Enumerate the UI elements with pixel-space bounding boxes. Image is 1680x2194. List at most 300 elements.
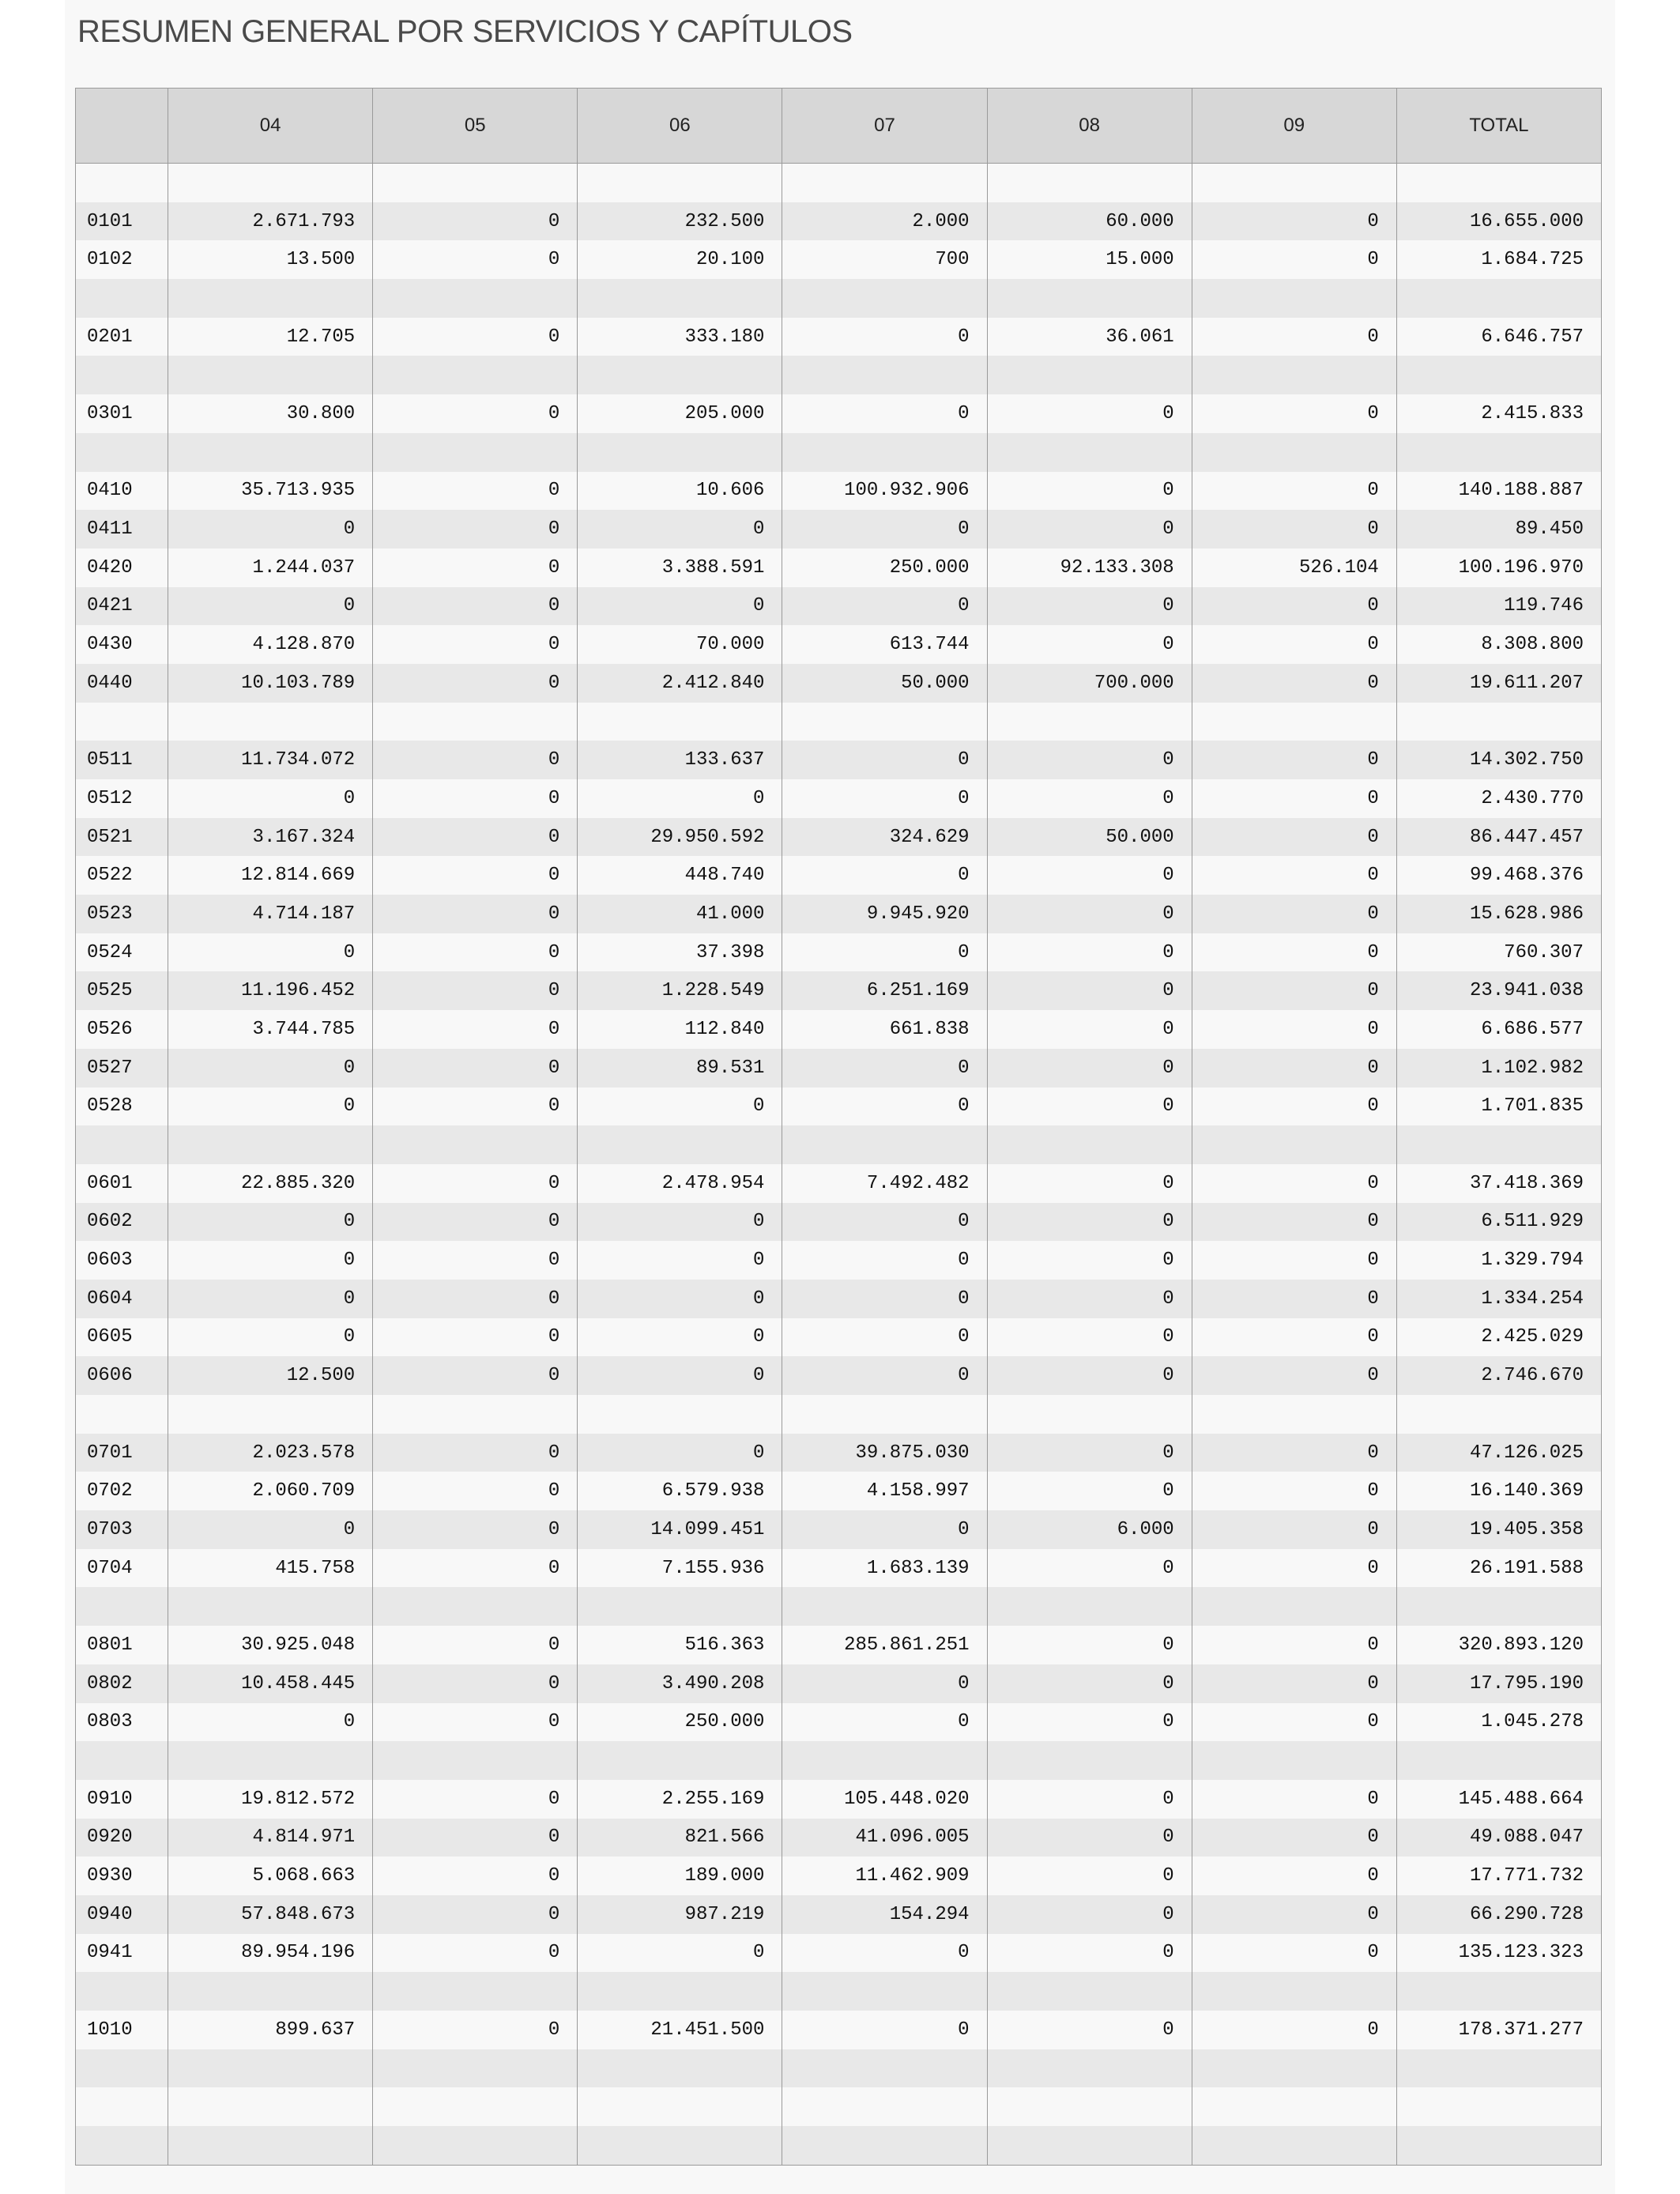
value-cell: 0 (782, 1241, 987, 1280)
row-code-cell (76, 1125, 168, 1164)
value-cell: 0 (1192, 1857, 1396, 1895)
value-cell: 0 (782, 1934, 987, 1973)
value-cell: 0 (168, 1280, 373, 1318)
value-cell: 0 (373, 1280, 578, 1318)
value-cell: 9.945.920 (782, 895, 987, 933)
total-cell: 23.941.038 (1396, 971, 1601, 1010)
table-row (76, 895, 1602, 933)
value-cell: 0 (782, 1703, 987, 1742)
total-cell (1396, 703, 1601, 741)
value-cell (373, 164, 578, 202)
total-cell: 1.334.254 (1396, 1280, 1601, 1318)
value-cell: 0 (373, 240, 578, 279)
value-cell: 0 (373, 1626, 578, 1664)
value-cell: 0 (373, 587, 578, 626)
value-cell: 0 (168, 1318, 373, 1357)
table-row (76, 2126, 1602, 2165)
value-cell: 0 (987, 1280, 1192, 1318)
value-cell: 154.294 (782, 1895, 987, 1934)
value-cell: 0 (987, 1703, 1192, 1742)
value-cell: 36.061 (987, 318, 1192, 356)
value-cell: 0 (782, 779, 987, 818)
table-row (76, 1780, 1602, 1819)
value-cell: 21.451.500 (578, 2011, 782, 2049)
value-cell: 0 (987, 1549, 1192, 1588)
header-col-04: 04 (168, 89, 373, 164)
total-cell: 8.308.800 (1396, 625, 1601, 664)
total-cell: 1.329.794 (1396, 1241, 1601, 1280)
value-cell: 324.629 (782, 818, 987, 857)
value-cell: 0 (578, 779, 782, 818)
value-cell (987, 164, 1192, 202)
total-cell (1396, 2087, 1601, 2126)
value-cell: 0 (1192, 856, 1396, 895)
value-cell: 0 (578, 1434, 782, 1472)
value-cell: 1.244.037 (168, 548, 373, 587)
total-cell: 760.307 (1396, 933, 1601, 972)
value-cell: 0 (1192, 1472, 1396, 1510)
value-cell (373, 356, 578, 394)
total-cell (1396, 2126, 1601, 2165)
table-row (76, 1819, 1602, 1857)
table-row (76, 1049, 1602, 1088)
row-code-cell (76, 2126, 168, 2165)
value-cell: 189.000 (578, 1857, 782, 1895)
row-code-cell: 0522 (76, 856, 168, 895)
total-cell: 6.646.757 (1396, 318, 1601, 356)
row-code-cell (76, 279, 168, 318)
value-cell: 232.500 (578, 202, 782, 241)
row-code-cell: 0525 (76, 971, 168, 1010)
row-code-cell: 0910 (76, 1780, 168, 1819)
value-cell: 11.196.452 (168, 971, 373, 1010)
table-row (76, 1510, 1602, 1549)
value-cell: 526.104 (1192, 548, 1396, 587)
value-cell: 0 (373, 1164, 578, 1203)
row-code-cell: 0601 (76, 1164, 168, 1203)
header-col-06: 06 (578, 89, 782, 164)
value-cell: 0 (1192, 202, 1396, 241)
row-code-cell: 0801 (76, 1626, 168, 1664)
total-cell: 26.191.588 (1396, 1549, 1601, 1588)
value-cell: 22.885.320 (168, 1164, 373, 1203)
value-cell: 19.812.572 (168, 1780, 373, 1819)
value-cell: 0 (1192, 1318, 1396, 1357)
value-cell (578, 1125, 782, 1164)
total-cell: 2.746.670 (1396, 1356, 1601, 1395)
row-code-cell: 0102 (76, 240, 168, 279)
value-cell (168, 2087, 373, 2126)
value-cell: 3.167.324 (168, 818, 373, 857)
row-code-cell (76, 1395, 168, 1434)
total-cell: 66.290.728 (1396, 1895, 1601, 1934)
value-cell: 0 (168, 933, 373, 972)
value-cell (987, 2126, 1192, 2165)
value-cell (168, 433, 373, 472)
total-cell: 17.771.732 (1396, 1857, 1601, 1895)
row-code-cell: 0701 (76, 1434, 168, 1472)
value-cell: 0 (987, 587, 1192, 626)
table-row (76, 1010, 1602, 1049)
table-row (76, 356, 1602, 394)
value-cell (373, 1587, 578, 1626)
value-cell: 0 (373, 1318, 578, 1357)
value-cell (1192, 1741, 1396, 1780)
value-cell: 41.000 (578, 895, 782, 933)
row-code-cell: 0704 (76, 1549, 168, 1588)
value-cell: 0 (1192, 1510, 1396, 1549)
total-cell: 37.418.369 (1396, 1164, 1601, 1203)
row-code-cell: 0941 (76, 1934, 168, 1973)
value-cell: 0 (782, 394, 987, 433)
total-cell: 2.415.833 (1396, 394, 1601, 433)
value-cell: 0 (987, 1356, 1192, 1395)
row-code-cell (76, 1741, 168, 1780)
value-cell: 821.566 (578, 1819, 782, 1857)
total-cell: 320.893.120 (1396, 1626, 1601, 1664)
header-col-08: 08 (987, 89, 1192, 164)
value-cell: 41.096.005 (782, 1819, 987, 1857)
row-code-cell: 0526 (76, 1010, 168, 1049)
table-row (76, 856, 1602, 895)
value-cell: 4.814.971 (168, 1819, 373, 1857)
value-cell: 0 (373, 1434, 578, 1472)
value-cell (578, 1587, 782, 1626)
total-cell: 135.123.323 (1396, 1934, 1601, 1973)
value-cell (1192, 279, 1396, 318)
value-cell: 20.100 (578, 240, 782, 279)
row-code-cell: 0101 (76, 202, 168, 241)
value-cell (578, 2049, 782, 2088)
row-code-cell: 0940 (76, 1895, 168, 1934)
header-col-05: 05 (373, 89, 578, 164)
value-cell: 0 (1192, 1434, 1396, 1472)
row-code-cell (76, 433, 168, 472)
value-cell: 12.705 (168, 318, 373, 356)
value-cell: 0 (1192, 240, 1396, 279)
value-cell: 6.251.169 (782, 971, 987, 1010)
value-cell: 0 (1192, 779, 1396, 818)
value-cell: 0 (1192, 1934, 1396, 1973)
value-cell: 0 (987, 779, 1192, 818)
value-cell: 13.500 (168, 240, 373, 279)
table-row (76, 703, 1602, 741)
value-cell: 0 (782, 1664, 987, 1703)
value-cell (1192, 356, 1396, 394)
value-cell (373, 1972, 578, 2011)
value-cell: 89.954.196 (168, 1934, 373, 1973)
value-cell: 0 (987, 1434, 1192, 1472)
value-cell: 2.671.793 (168, 202, 373, 241)
table-row (76, 1203, 1602, 1242)
value-cell (782, 1741, 987, 1780)
value-cell (782, 1125, 987, 1164)
total-cell: 1.102.982 (1396, 1049, 1601, 1088)
value-cell: 50.000 (987, 818, 1192, 857)
value-cell: 661.838 (782, 1010, 987, 1049)
value-cell (373, 1741, 578, 1780)
table-row (76, 1318, 1602, 1357)
value-cell: 0 (373, 664, 578, 703)
row-code-cell: 0421 (76, 587, 168, 626)
value-cell: 0 (1192, 1356, 1396, 1395)
value-cell (168, 703, 373, 741)
value-cell: 0 (578, 1356, 782, 1395)
value-cell: 0 (987, 1857, 1192, 1895)
value-cell (168, 279, 373, 318)
total-cell: 119.746 (1396, 587, 1601, 626)
row-code-cell (76, 356, 168, 394)
value-cell: 0 (987, 1318, 1192, 1357)
value-cell (1192, 703, 1396, 741)
total-cell: 1.701.835 (1396, 1088, 1601, 1126)
value-cell: 700 (782, 240, 987, 279)
value-cell: 1.683.139 (782, 1549, 987, 1588)
row-code-cell: 0605 (76, 1318, 168, 1357)
total-cell: 99.468.376 (1396, 856, 1601, 895)
value-cell: 0 (987, 1819, 1192, 1857)
value-cell: 0 (782, 318, 987, 356)
total-cell (1396, 1125, 1601, 1164)
value-cell (1192, 1395, 1396, 1434)
value-cell: 0 (168, 1088, 373, 1126)
value-cell: 0 (373, 625, 578, 664)
value-cell: 0 (578, 1280, 782, 1318)
value-cell: 0 (782, 1088, 987, 1126)
row-code-cell: 0410 (76, 472, 168, 511)
value-cell: 0 (168, 1241, 373, 1280)
table-row (76, 1395, 1602, 1434)
table-header-row (76, 89, 1602, 164)
row-code-cell: 0602 (76, 1203, 168, 1242)
row-code-cell: 1010 (76, 2011, 168, 2049)
value-cell: 10.103.789 (168, 664, 373, 703)
value-cell: 4.158.997 (782, 1472, 987, 1510)
row-code-cell (76, 1972, 168, 2011)
value-cell: 0 (373, 1819, 578, 1857)
table-row (76, 1857, 1602, 1895)
value-cell: 0 (1192, 587, 1396, 626)
value-cell: 0 (1192, 933, 1396, 972)
table-row (76, 279, 1602, 318)
value-cell: 7.492.482 (782, 1164, 987, 1203)
row-code-cell: 0606 (76, 1356, 168, 1395)
value-cell (782, 703, 987, 741)
value-cell: 0 (373, 1664, 578, 1703)
value-cell (987, 279, 1192, 318)
table-row (76, 1164, 1602, 1203)
row-code-cell: 0512 (76, 779, 168, 818)
total-cell: 100.196.970 (1396, 548, 1601, 587)
table-row (76, 971, 1602, 1010)
value-cell (578, 356, 782, 394)
row-code-cell: 0703 (76, 1510, 168, 1549)
row-code-cell: 0604 (76, 1280, 168, 1318)
table-row (76, 164, 1602, 202)
value-cell: 0 (373, 1934, 578, 1973)
table-row (76, 587, 1602, 626)
value-cell: 0 (373, 1472, 578, 1510)
value-cell: 37.398 (578, 933, 782, 972)
row-code-cell (76, 2087, 168, 2126)
value-cell (782, 1587, 987, 1626)
value-cell: 0 (373, 1010, 578, 1049)
table-row (76, 2087, 1602, 2126)
value-cell: 0 (373, 1356, 578, 1395)
value-cell: 0 (1192, 394, 1396, 433)
total-cell: 16.655.000 (1396, 202, 1601, 241)
value-cell: 14.099.451 (578, 1510, 782, 1549)
table-row (76, 818, 1602, 857)
value-cell: 0 (373, 510, 578, 548)
value-cell: 105.448.020 (782, 1780, 987, 1819)
total-cell: 6.686.577 (1396, 1010, 1601, 1049)
value-cell: 0 (373, 1088, 578, 1126)
value-cell: 0 (1192, 625, 1396, 664)
total-cell (1396, 1972, 1601, 2011)
value-cell (987, 703, 1192, 741)
value-cell: 89.531 (578, 1049, 782, 1088)
value-cell: 0 (782, 1318, 987, 1357)
row-code-cell: 0201 (76, 318, 168, 356)
total-cell (1396, 2049, 1601, 2088)
value-cell: 0 (782, 1510, 987, 1549)
value-cell: 0 (782, 1280, 987, 1318)
value-cell: 0 (1192, 1664, 1396, 1703)
table-row (76, 1703, 1602, 1742)
table-row (76, 1472, 1602, 1510)
value-cell: 899.637 (168, 2011, 373, 2049)
value-cell: 12.500 (168, 1356, 373, 1395)
total-cell (1396, 1395, 1601, 1434)
value-cell (987, 1741, 1192, 1780)
value-cell (782, 1972, 987, 2011)
value-cell: 0 (1192, 510, 1396, 548)
value-cell: 60.000 (987, 202, 1192, 241)
total-cell: 14.302.750 (1396, 741, 1601, 779)
value-cell: 2.000 (782, 202, 987, 241)
value-cell: 0 (168, 1049, 373, 1088)
value-cell: 0 (1192, 2011, 1396, 2049)
value-cell: 0 (987, 1472, 1192, 1510)
table-row (76, 933, 1602, 972)
row-code-cell: 0524 (76, 933, 168, 972)
value-cell (168, 1395, 373, 1434)
value-cell: 100.932.906 (782, 472, 987, 511)
value-cell (373, 1395, 578, 1434)
row-code-cell (76, 164, 168, 202)
value-cell: 0 (373, 933, 578, 972)
value-cell: 0 (782, 1049, 987, 1088)
value-cell: 0 (782, 510, 987, 548)
value-cell: 0 (373, 1549, 578, 1588)
value-cell: 0 (373, 1241, 578, 1280)
value-cell: 0 (987, 895, 1192, 933)
value-cell: 0 (1192, 664, 1396, 703)
total-cell: 47.126.025 (1396, 1434, 1601, 1472)
total-cell: 140.188.887 (1396, 472, 1601, 511)
value-cell: 3.490.208 (578, 1664, 782, 1703)
value-cell (782, 356, 987, 394)
value-cell: 0 (1192, 895, 1396, 933)
value-cell: 0 (1192, 1780, 1396, 1819)
value-cell: 0 (782, 856, 987, 895)
value-cell (782, 2049, 987, 2088)
row-code-cell: 0527 (76, 1049, 168, 1088)
value-cell: 0 (168, 587, 373, 626)
value-cell (782, 1395, 987, 1434)
value-cell: 2.060.709 (168, 1472, 373, 1510)
total-cell: 2.425.029 (1396, 1318, 1601, 1357)
page-title: RESUMEN GENERAL POR SERVICIOS Y CAPÍTULOS (77, 14, 853, 49)
summary-table (75, 88, 1602, 2166)
total-cell: 1.045.278 (1396, 1703, 1601, 1742)
value-cell: 0 (987, 741, 1192, 779)
total-cell: 1.684.725 (1396, 240, 1601, 279)
value-cell: 0 (373, 202, 578, 241)
value-cell: 0 (987, 1780, 1192, 1819)
total-cell: 16.140.369 (1396, 1472, 1601, 1510)
value-cell (578, 2087, 782, 2126)
value-cell: 448.740 (578, 856, 782, 895)
value-cell: 415.758 (168, 1549, 373, 1588)
value-cell (168, 1587, 373, 1626)
row-code-cell: 0528 (76, 1088, 168, 1126)
value-cell (1192, 164, 1396, 202)
value-cell: 0 (987, 1203, 1192, 1242)
value-cell: 0 (168, 1510, 373, 1549)
value-cell: 0 (1192, 741, 1396, 779)
value-cell: 0 (373, 1703, 578, 1742)
value-cell: 112.840 (578, 1010, 782, 1049)
row-code-cell: 0521 (76, 818, 168, 857)
row-code-cell: 0920 (76, 1819, 168, 1857)
value-cell: 0 (987, 1664, 1192, 1703)
value-cell: 333.180 (578, 318, 782, 356)
value-cell (1192, 2087, 1396, 2126)
value-cell: 1.228.549 (578, 971, 782, 1010)
value-cell (1192, 2126, 1396, 2165)
value-cell: 516.363 (578, 1626, 782, 1664)
value-cell: 0 (373, 394, 578, 433)
total-cell: 49.088.047 (1396, 1819, 1601, 1857)
total-cell: 89.450 (1396, 510, 1601, 548)
value-cell: 0 (987, 971, 1192, 1010)
value-cell: 0 (987, 625, 1192, 664)
value-cell: 0 (987, 1010, 1192, 1049)
value-cell (1192, 433, 1396, 472)
value-cell (987, 1972, 1192, 2011)
value-cell: 0 (987, 856, 1192, 895)
value-cell: 0 (373, 1857, 578, 1895)
value-cell: 205.000 (578, 394, 782, 433)
value-cell: 0 (1192, 1703, 1396, 1742)
row-code-cell: 0802 (76, 1664, 168, 1703)
table-row (76, 1088, 1602, 1126)
table-row (76, 741, 1602, 779)
value-cell: 0 (987, 1088, 1192, 1126)
value-cell: 0 (1192, 1164, 1396, 1203)
value-cell (578, 1741, 782, 1780)
value-cell: 0 (373, 1203, 578, 1242)
row-code-cell: 0603 (76, 1241, 168, 1280)
value-cell (373, 2126, 578, 2165)
value-cell: 0 (1192, 1280, 1396, 1318)
value-cell: 0 (578, 1318, 782, 1357)
value-cell (987, 1125, 1192, 1164)
row-code-cell: 0440 (76, 664, 168, 703)
total-cell (1396, 1587, 1601, 1626)
